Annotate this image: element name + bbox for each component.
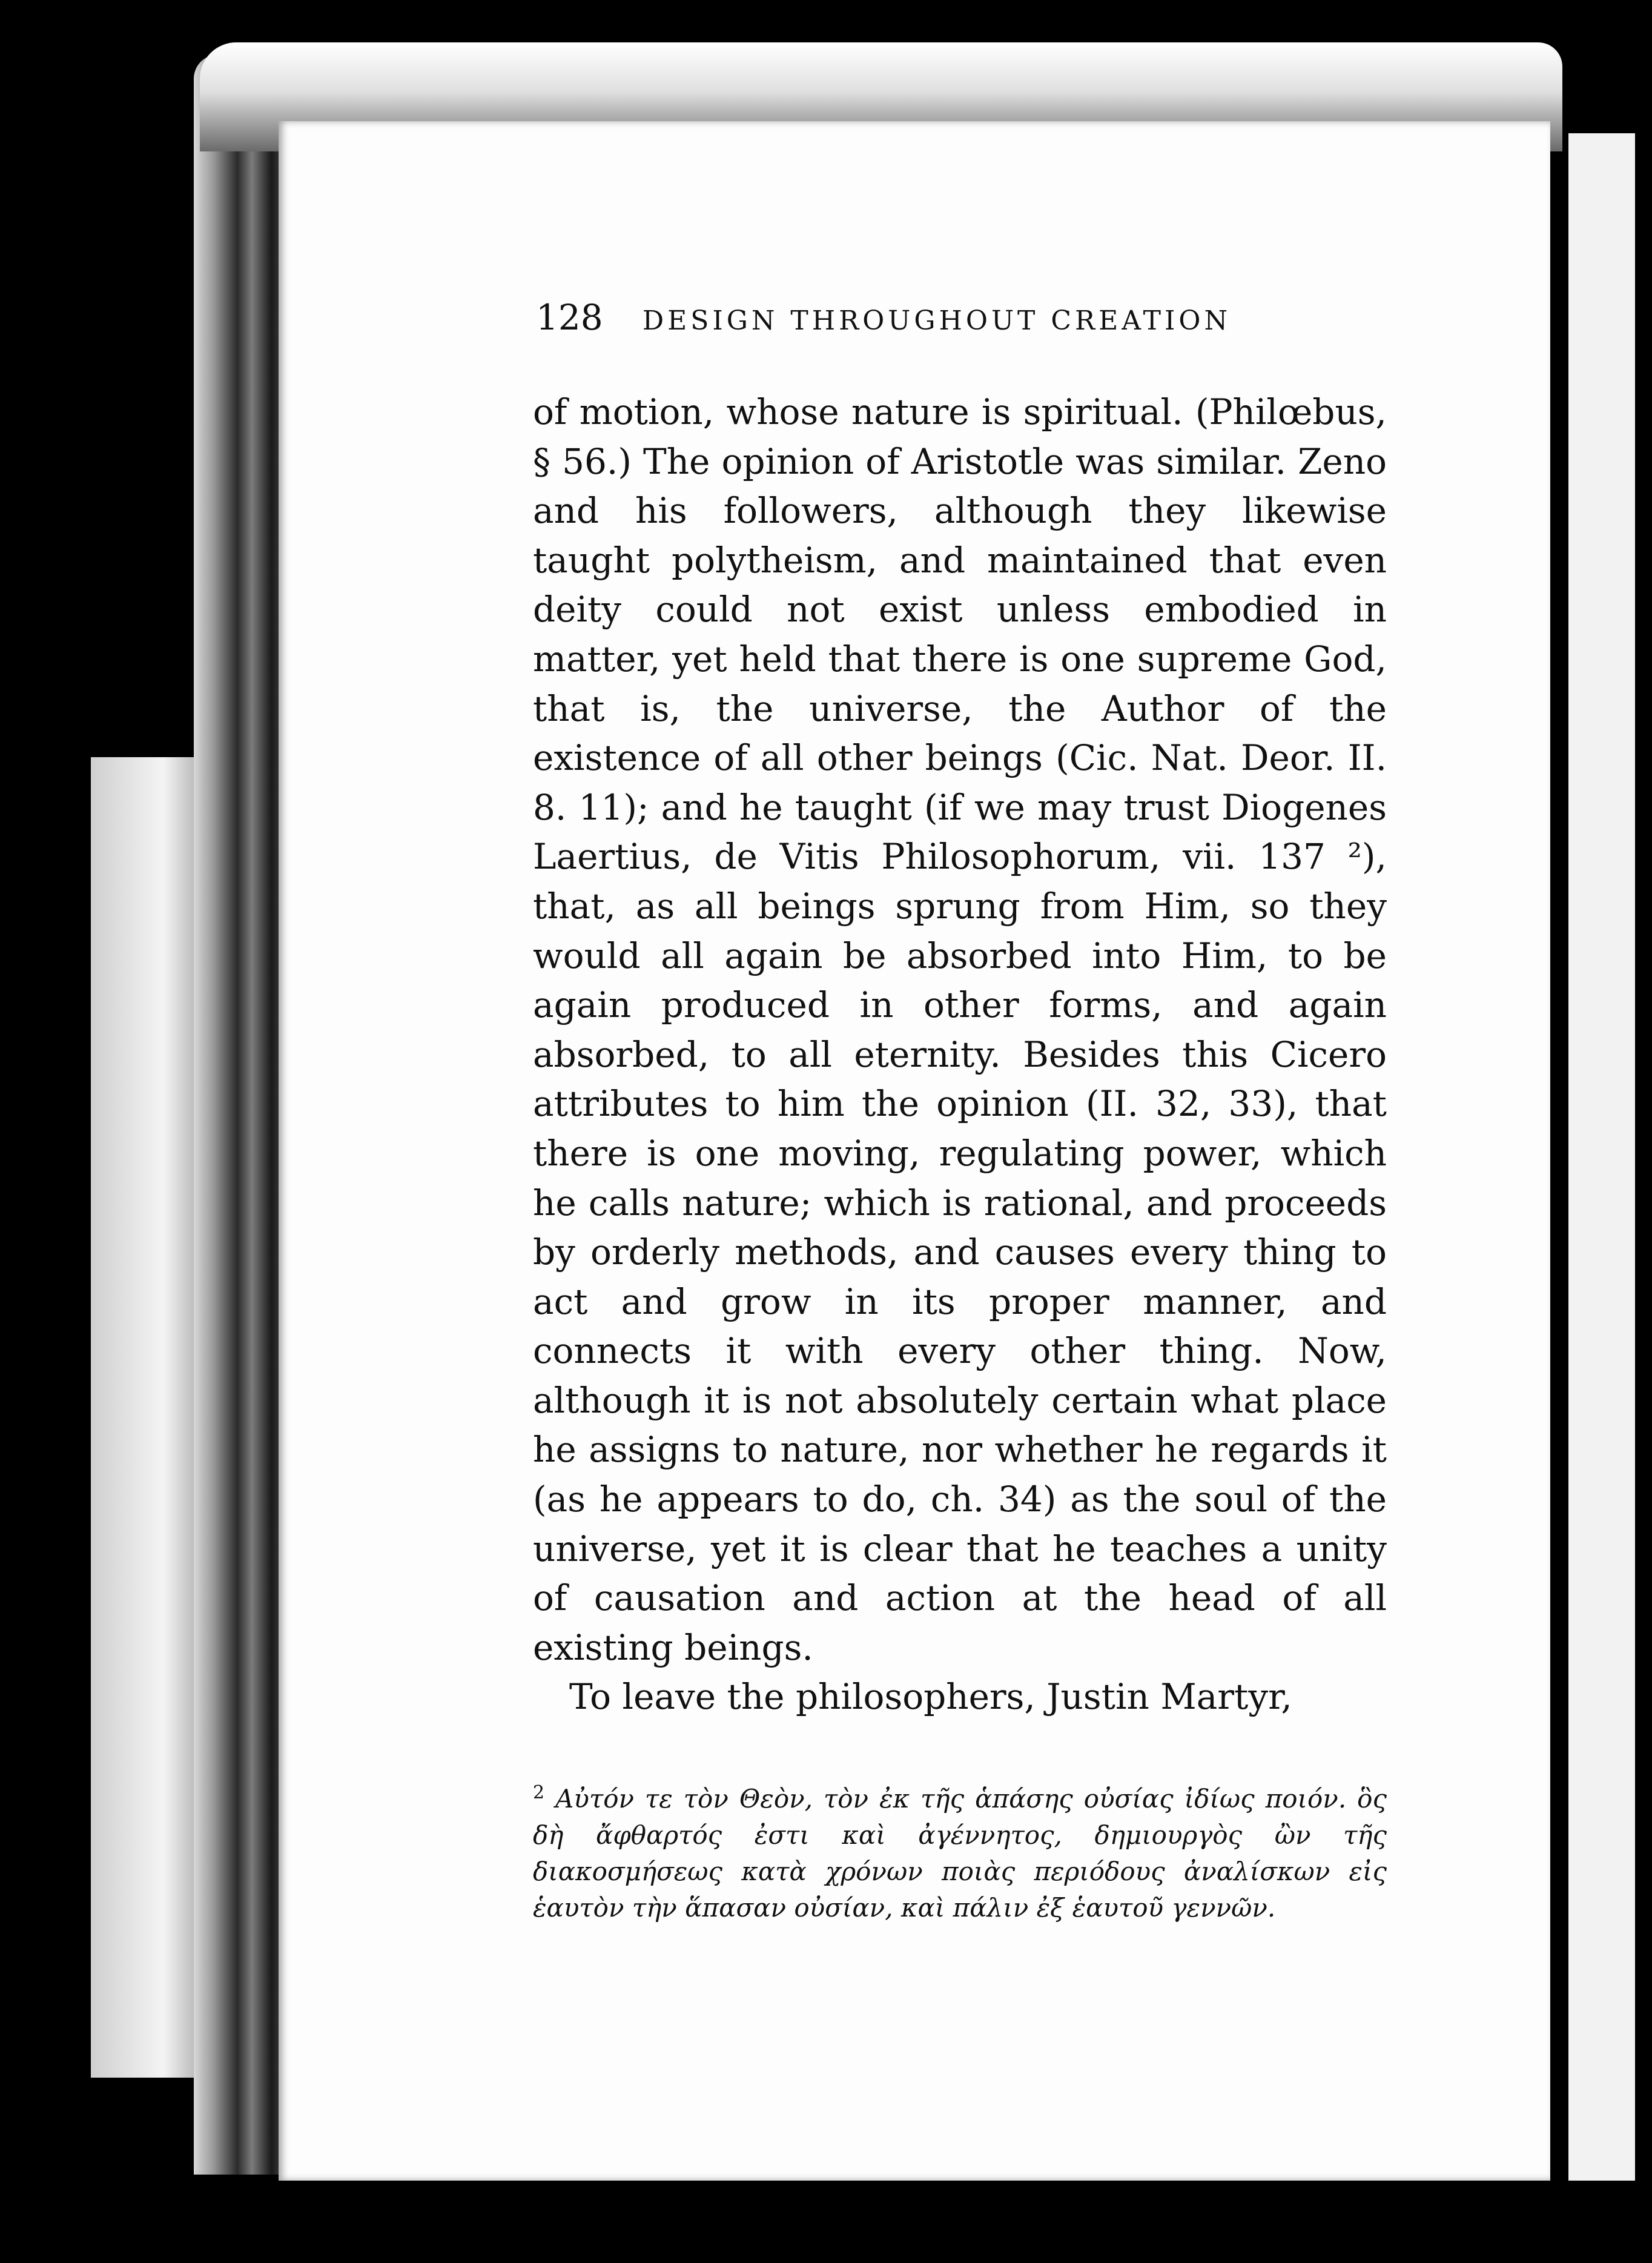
book-spine-edge bbox=[194, 55, 291, 2175]
paragraph-1: of motion, whose nature is spiritual. (Philœbus, § 56.) The opinion of Aristotle was similar. Zeno and his followers, although they likewise taught polytheism, and maintained that even deity could not exist unless embodied in matter, yet held that there is one supreme God, that is, the universe, the Author of the existence of all other beings (Cic. Nat. Deor. II. 8. 11); and he taught (if we may trust Diogenes Laertius, de Vitis Philosophorum, vii. 137 ²), that, as all beings sprung from Him, so they would all again be absorbed into Him, to be again produced in other forms, and again absorbed, to all eternity. Besides this Cicero attributes to him the opinion (II. 32, 33), that there is one moving, regulating power, which he calls nature; which is rational, and proceeds by orderly methods, and causes every thing to act and grow in its proper manner, and connects it with every other thing. Now, although it is not absolutely certain what place he assigns to nature, nor whether he regards it (as he appears to do, ch. 34) as the soul of the universe, yet it is clear that he teaches a unity of causation and action at the head of all existing beings. bbox=[533, 391, 1387, 1668]
main-text bbox=[533, 388, 1387, 1722]
facing-page-edge bbox=[1568, 133, 1635, 2181]
footnote-marker: 2 bbox=[533, 1782, 545, 1803]
footnote-text: Αὐτόν τε τὸν Θεὸν, τὸν ἐκ τῆς ἁπάσης οὐσίας ἰδίως ποιόν. ὃς δὴ ἄφθαρτός ἐστι καὶ ἀγέννητος, δημιουργὸς ὢν τῆς διακοσμήσεως κατὰ χρόνων ποιὰς περιόδους ἀναλίσκων εἰς ἑαυτὸν τὴν ἅπασαν οὐσίαν, καὶ πάλιν ἐξ ἑαυτοῦ γεννῶν. bbox=[533, 1784, 1387, 1923]
footnote bbox=[533, 1775, 1387, 1926]
paragraph-2: To leave the philosophers, Justin Martyr, bbox=[569, 1676, 1292, 1718]
running-title: DESIGN THROUGHOUT CREATION bbox=[642, 305, 1231, 336]
running-header bbox=[536, 297, 1456, 351]
page-number: 128 bbox=[536, 297, 603, 338]
